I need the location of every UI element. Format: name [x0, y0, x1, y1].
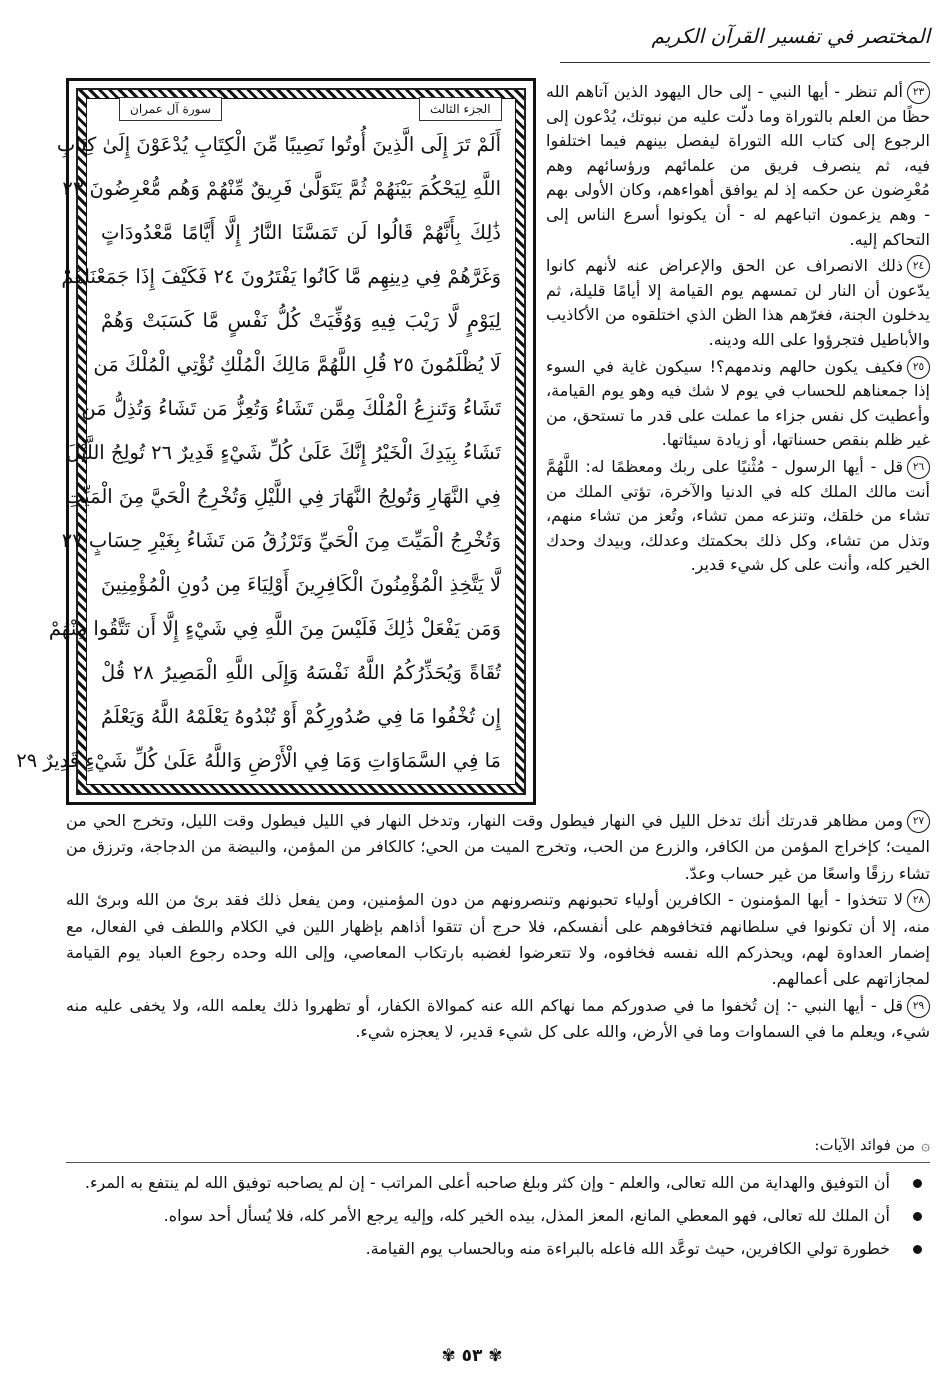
tafsir-text: قل - أيها الرسول - مُثْنيًا على ربك ومعظمًا له: اللَّهُمَّ أنت مالك الملك كله في الدنيا والآخرة، تؤتي الملك من تشاء من خلقك، وتنزعه ممن تشاء، وتُعز من تشاء منهم، وتذل من تشاء، وكل ذلك بحكمتك وعدلك، وبيدك وحدك الخير كله، وأنت على كل شيء قدير.	[546, 456, 930, 575]
quran-text-frame	[16, 78, 536, 805]
tafsir-paragraph	[546, 80, 930, 252]
tafsir-full-width	[66, 808, 930, 1046]
tafsir-text: ومن مظاهر قدرتك أنك تدخل الليل في النهار فيطول وقت النهار، وتدخل النهار في الليل فيطول وقت الليل، وتخرج الحي من الميت؛ كإخراج المؤمن من الكافر، والزرع من الحب، وتخرج الميت من الحي؛ كالكافر من المؤمن، والبيضة من الدجاجة، وترزق من تشاء رزقًا واسعًا من غير حساب وعدّ.	[66, 811, 930, 883]
bullet-icon	[913, 1212, 922, 1221]
header-divider	[560, 62, 930, 63]
juz-label: الجزء الثالث	[419, 97, 502, 121]
verse-number-badge: ٢٤	[907, 255, 930, 278]
ornament-icon: ✾	[482, 1346, 503, 1366]
frame-ornamental-border	[16, 88, 526, 795]
verse-number-badge: ٢٣	[907, 81, 930, 104]
bullet-icon	[913, 1179, 922, 1188]
bullet-icon	[913, 1245, 922, 1254]
verse-line: وَغَرَّهُمْ فِي دِينِهِم مَّا كَانُوا يَفْتَرُونَ ٢٤ فَكَيْفَ إِذَا جَمَعْنَاهُمْ	[61, 265, 501, 288]
verse-line: تُقَاةً وَيُحَذِّرُكُمُ اللَّهُ نَفْسَهُ وَإِلَى اللَّهِ الْمَصِيرُ ٢٨ قُلْ	[101, 661, 501, 684]
tafsir-text: قل - أيها النبي -: إن تُخفوا ما في صدوركم مما نهاكم الله عنه كموالاة الكفار، أو تظهروا ذلك يعلمه الله، ولا يخفى عليه منه شيء، ويعلم ما في السماوات وما في الأرض، والله على كل شيء قدير، لا يعجزه شيء.	[66, 995, 930, 1042]
tafsir-paragraph	[546, 455, 930, 578]
tafsir-side-column	[546, 80, 930, 580]
verses-box	[16, 123, 501, 778]
benefit-text: أن الملك لله تعالى، فهو المعطي المانع، المعز المذل، بيده الخير كله، وإليه يرجع الأمر كله، فلا يُسأل أحد سواه.	[163, 1206, 890, 1225]
verse-number-badge: ٢٧	[907, 810, 930, 833]
surah-label: سورة آل عمران	[119, 97, 222, 121]
book-title: المختصر في تفسير القرآن الكريم	[651, 24, 930, 48]
verse-number-badge: ٢٨	[907, 889, 930, 912]
benefits-list	[66, 1168, 930, 1267]
verse-line: أَلَمْ تَرَ إِلَى الَّذِينَ أُوتُوا نَصِيبًا مِّنَ الْكِتَابِ يُدْعَوْنَ إِلَىٰ كِتَابِ	[56, 133, 501, 156]
tafsir-text: ذلك الانصراف عن الحق والإعراض عنه لأنهم كانوا يدّعون أن النار لن تمسهم يوم القيامة إلا أيامًا قليلة، ثم يدخلون الجنة، فغرّهم هذا الظن الذي اختلقوه من الأكاذيب والأباطيل فتجرؤوا على الله ودينه.	[546, 256, 930, 349]
frame-text-area	[16, 98, 516, 785]
tafsir-paragraph	[546, 355, 930, 453]
verse-line: لَّا يَتَّخِذِ الْمُؤْمِنُونَ الْكَافِرِينَ أَوْلِيَاءَ مِن دُونِ الْمُؤْمِنِينَ	[101, 573, 501, 596]
page-number-text: ٥٣	[461, 1346, 483, 1366]
tafsir-paragraph	[66, 993, 930, 1046]
verse-line: تَشَاءُ بِيَدِكَ الْخَيْرُ إِنَّكَ عَلَىٰ كُلِّ شَيْءٍ قَدِيرٌ ٢٦ تُولِجُ اللَّيْلَ	[66, 441, 501, 464]
verse-line: وَتُخْرِجُ الْمَيِّتَ مِنَ الْحَيِّ وَتَرْزُقُ مَن تَشَاءُ بِغَيْرِ حِسَابٍ ٢٧	[61, 529, 501, 552]
benefits-heading-text: من فوائد الآيات:	[814, 1136, 916, 1154]
ornament-icon: ۞	[921, 1136, 930, 1154]
verse-line: وَمَن يَفْعَلْ ذَٰلِكَ فَلَيْسَ مِنَ اللَّهِ فِي شَيْءٍ إِلَّا أَن تَتَّقُوا مِنْهُمْ	[48, 617, 501, 640]
benefit-item	[66, 1234, 930, 1263]
benefit-text: أن التوفيق والهداية من الله تعالى، والعلم - وإن كثر وبلغ صاحبه أعلى المراتب - إن لم يصاحبه توفيق الله لم ينتفع به المرء.	[84, 1173, 890, 1192]
verse-number-badge: ٢٥	[907, 356, 930, 379]
page-number	[372, 1346, 572, 1366]
tafsir-text: فكيف يكون حالهم وندمهم؟! سيكون غاية في السوء إذا جمعناهم للحساب في يوم لا شك فيه وهو يوم القيامة، وأعطيت كل نفس جزاء ما عملت على قدر ما تستحق، من غير ظلم بنقص حسناتها، أو زيادة سيئاتها.	[546, 356, 930, 450]
verse-line: لِيَوْمٍ لَّا رَيْبَ فِيهِ وَوُفِّيَتْ كُلُّ نَفْسٍ مَّا كَسَبَتْ وَهُمْ	[101, 309, 501, 332]
tafsir-paragraph	[66, 887, 930, 993]
verse-line: تَشَاءُ وَتَنزِعُ الْمُلْكَ مِمَّن تَشَاءُ وَتُعِزُّ مَن تَشَاءُ وَتُذِلُّ مَن	[81, 397, 501, 420]
tafsir-text: ألم تنظر - أيها النبي - إلى حال اليهود الذين آتاهم الله حظًا من العلم بالتوراة وما دلّت عليه من نبوتك، يُدْعون إلى الرجوع إلى كتاب الله التوراة ليفصل بينهم فيما اختلفوا فيه، ثم ينصرف فريق من علمائهم ورؤسائهم وهم مُعْرِضون عن حكمه إذ لم يوافق أهواءهم، وكان الأولى بهم - وهم يزعمون اتباعهم له - أن يكونوا أسرع الناس إلى التحاكم إليه.	[546, 82, 930, 249]
verse-number-badge: ٢٦	[907, 456, 930, 479]
benefit-item	[66, 1201, 930, 1230]
tafsir-paragraph	[66, 808, 930, 887]
verse-line: مَا فِي السَّمَاوَاتِ وَمَا فِي الْأَرْضِ وَاللَّهُ عَلَىٰ كُلِّ شَيْءٍ قَدِيرٌ ٢٩	[16, 749, 501, 772]
benefit-item	[66, 1168, 930, 1197]
verse-line: إِن تُخْفُوا مَا فِي صُدُورِكُمْ أَوْ تُبْدُوهُ يَعْلَمْهُ اللَّهُ وَيَعْلَمُ	[101, 705, 501, 728]
ornament-icon: ✾	[441, 1346, 462, 1366]
benefits-heading	[700, 1136, 930, 1154]
verse-line: اللَّهِ لِيَحْكُمَ بَيْنَهُمْ ثُمَّ يَتَوَلَّىٰ فَرِيقٌ مِّنْهُمْ وَهُم مُّعْرِضُونَ ٢٣	[62, 177, 501, 200]
benefits-divider	[66, 1162, 930, 1163]
verse-line: لَا يُظْلَمُونَ ٢٥ قُلِ اللَّهُمَّ مَالِكَ الْمُلْكِ تُؤْتِي الْمُلْكَ مَن	[93, 353, 501, 376]
verse-number-badge: ٢٩	[907, 995, 930, 1018]
verse-line: ذَٰلِكَ بِأَنَّهُمْ قَالُوا لَن تَمَسَّنَا النَّارُ إِلَّا أَيَّامًا مَّعْدُودَاتٍ	[101, 221, 501, 244]
verse-line: فِي النَّهَارِ وَتُولِجُ النَّهَارَ فِي اللَّيْلِ وَتُخْرِجُ الْحَيَّ مِنَ الْمَيِّتِ	[65, 485, 501, 508]
tafsir-text: لا تتخذوا - أيها المؤمنون - الكافرين أولياء تحبونهم وتنصرونهم من دون المؤمنين، ومن يفعل ذلك فقد برئ من الله وبرئ الله منه، إلا أن تكونوا في سلطانهم فتخافوهم على أنفسكم، فلا حرج أن تتقوا أذاهم بإظهار اللين في الكلام واللطف في الفعال، مع إضمار العداوة لهم، ويحذركم الله نفسه فخافوه، ولا تتعرضوا لغضبه بارتكاب المعاصي، وإلى الله وحده رجوع العباد يوم القيامة لمجازاتهم على أعمالهم.	[66, 890, 930, 989]
tafsir-paragraph	[546, 254, 930, 352]
benefit-text: خطورة تولي الكافرين، حيث توعَّد الله فاعله بالبراءة منه وبالحساب يوم القيامة.	[365, 1239, 890, 1258]
